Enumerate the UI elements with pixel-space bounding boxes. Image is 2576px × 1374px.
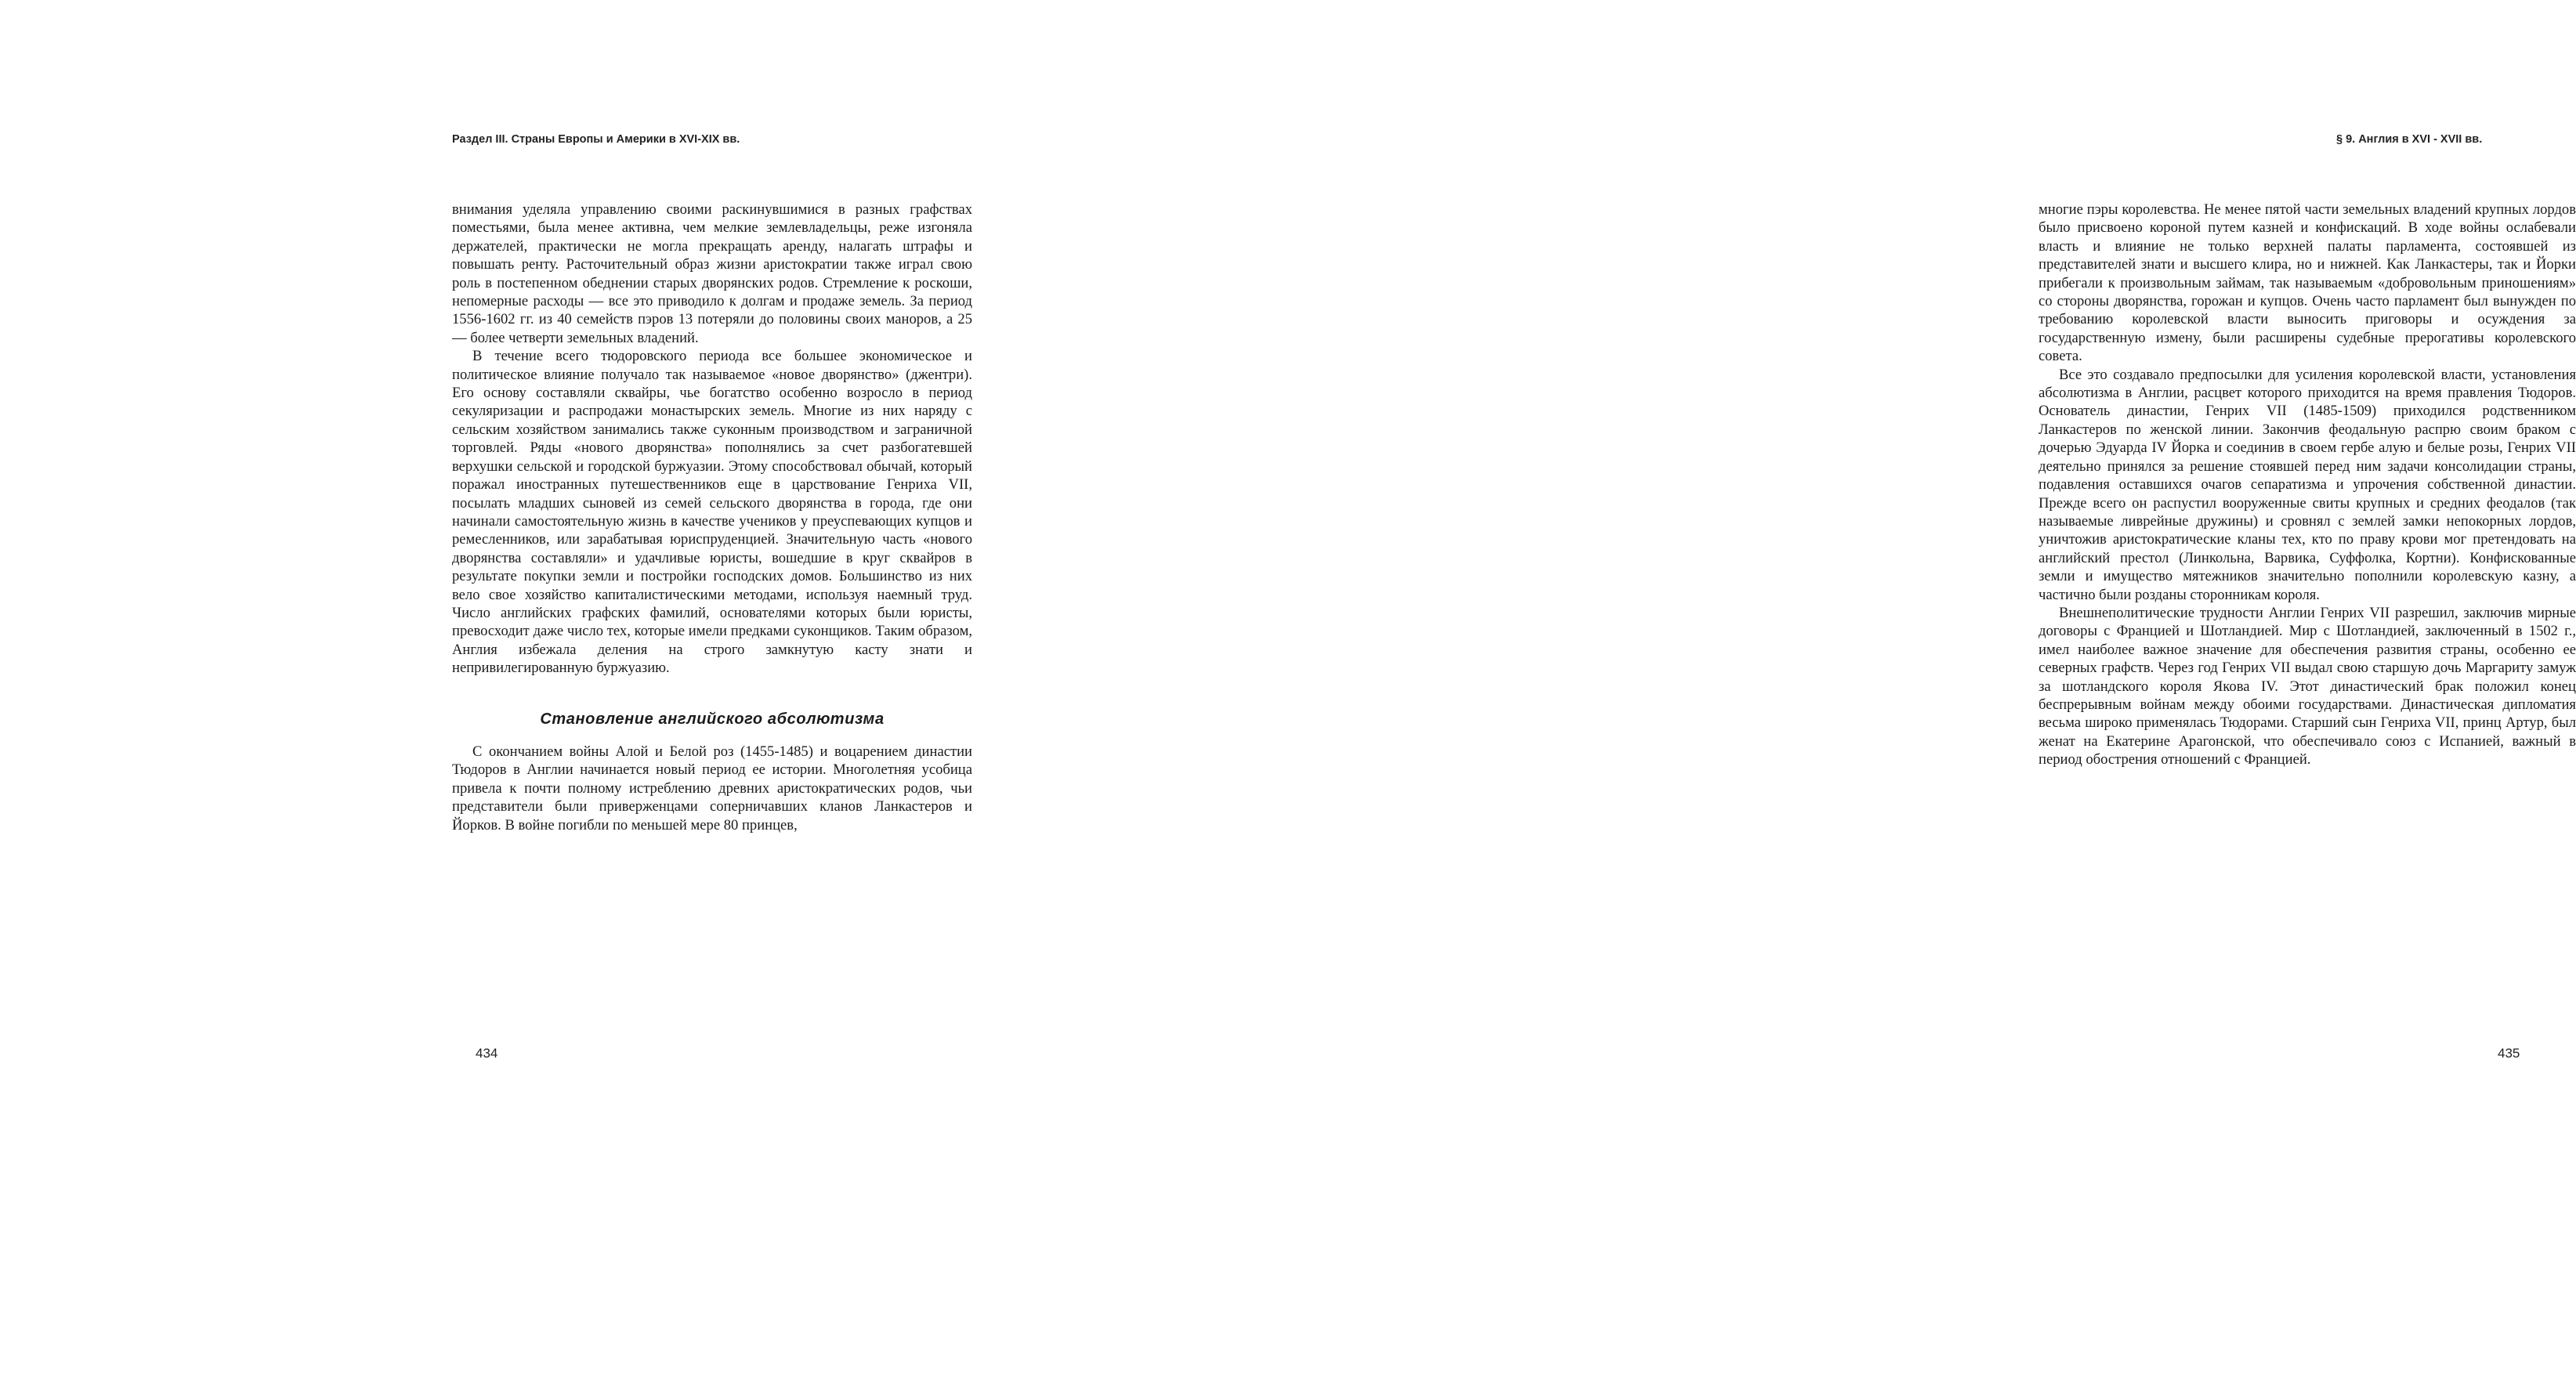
paragraph: В течение всего тюдоровского периода все большее экономическое и политическое влияние получало так называемое «новое дворянство» (джентри). Его основу составляли сквайры, чье богатство особенно возросло в период секуляризации и распродажи монастырских земель. Многие из них наряду с сельским хозяйством занимались также суконным производством и заграничной торговлей. Ряды «нового дворянства» пополнялись за счет разбогатевшей верхушки сельской и городской буржуазии. Этому способствовал обычай, который поражал иностранных путешественников еще в царствование Генриха VII, посылать младших сыновей из семей сельского дворянства в города, где они начинали самостоятельную жизнь в качестве учеников у преуспевающих купцов и ремесленников, или зарабатывая юриспруденцией. Значительную часть «нового дворянства составляли» и удачливые юристы, вошедшие в круг сквайров в результате покупки земли и постройки господских домов. Большинство из них вело свое хозяйство капиталистическими методами, используя наемный труд. Число английских графских фамилий, основателями которых были юристы, превосходит даже число тех, которые имели предками суконщиков. Таким образом, Англия избежала деления на строго замкнутую касту знати и непривилегированную буржуазию.	[452, 348, 972, 677]
paragraph: многие пэры королевства. Не менее пятой части земельных владений крупных лордов было присвоено короной путем казней и конфискаций. В ходе войны ослабевали власть и влияние не только верхней палаты парламента, состоявшей из представителей знати и высшего клира, но и нижней. Как Ланкастеры, так и Йорки прибегали к произвольным займам, так называемым «добровольным приношениям» со стороны дворянства, горожан и купцов. Очень часто парламент был вынужден по требованию королевской власти выносить приговоры и осуждения за государственную измену, были расширены судебные прерогативы королевского совета.	[2039, 201, 2576, 365]
right-text-column	[2039, 201, 2576, 769]
left-text-column	[452, 201, 972, 834]
right-page	[971, 0, 2576, 1374]
paragraph: Все это создавало предпосылки для усиления королевской власти, установления абсолютизма в Англии, расцвет которого приходится на время правления Тюдоров. Основатель династии, Генрих VII (1485-1509) приходился родственником Ланкастеров по женской линии. Закончив феодальную распрю своим браком с дочерью Эдуарда IV Йорка и соединив в своем гербе алую и белые розы, Генрих VII деятельно принялся за решение стоявшей перед ним задачи консолидации страны, подавления оставшихся очагов сепаратизма и упрочения собственной династии. Прежде всего он распустил вооруженные свиты крупных и средних феодалов (так называемые ливрейные дружины) и сровнял с землей замки непокорных лордов, уничтожив аристократические кланы тех, кто по праву крови мог претендовать на английский престол (Линкольна, Варвика, Суффолка, Кортни). Конфискованные земли и имущество мятежников значительно пополнили королевскую казну, а частично были розданы сторонникам короля.	[2039, 366, 2576, 603]
left-page	[0, 0, 971, 1374]
running-head-left: Раздел III. Страны Европы и Америки в XVI-XIX вв.	[452, 133, 740, 146]
page-number-left: 434	[476, 1046, 498, 1061]
paragraph: Внешнеполитические трудности Англии Генрих VII разрешил, заключив мирные договоры с Францией и Шотландией. Мир с Шотландией, заключенный в 1502 г., имел наиболее важное значение для обеспечения развития страны, особенно ее северных графств. Через год Генрих VII выдал свою старшую дочь Маргариту замуж за шотландского короля Якова IV. Этот династический брак положил конец беспрерывным войнам между обоими государствами. Династическая дипломатия весьма широко применялась Тюдорами. Старший сын Генриха VII, принц Артур, был женат на Екатерине Арагонской, что обеспечивало союз с Испанией, важный в период обострения отношений с Францией.	[2039, 604, 2576, 768]
section-title: Становление английского абсолютизма	[540, 710, 885, 728]
page-number-right: 435	[2498, 1046, 2520, 1061]
paragraph: внимания уделяла управлению своими раскинувшимися в разных графствах поместьями, была менее активна, чем мелкие землевладельцы, реже изгоняла держателей, практически не могла прекращать аренду, налагать штрафы и повышать ренту. Расточительный образ жизни аристократии также играл свою роль в постепенном обеднении старых дворянских родов. Стремление к роскоши, непомерные расходы — все это приводило к долгам и продаже земель. За период 1556-1602 гг. из 40 семейств пэров 13 потеряли до половины своих маноров, а 25 — более четверти земельных владений.	[452, 201, 972, 346]
running-head-right: § 9. Англия в XVI - XVII вв.	[2336, 133, 2483, 146]
paragraph: С окончанием войны Алой и Белой роз (1455-1485) и воцарением династии Тюдоров в Англии начинается новый период ее истории. Многолетняя усобица привела к почти полному истреблению древних аристократических родов, чьи представители были приверженцами соперничавших кланов Ланкастеров и Йорков. В войне погибли по меньшей мере 80 принцев,	[452, 743, 972, 833]
